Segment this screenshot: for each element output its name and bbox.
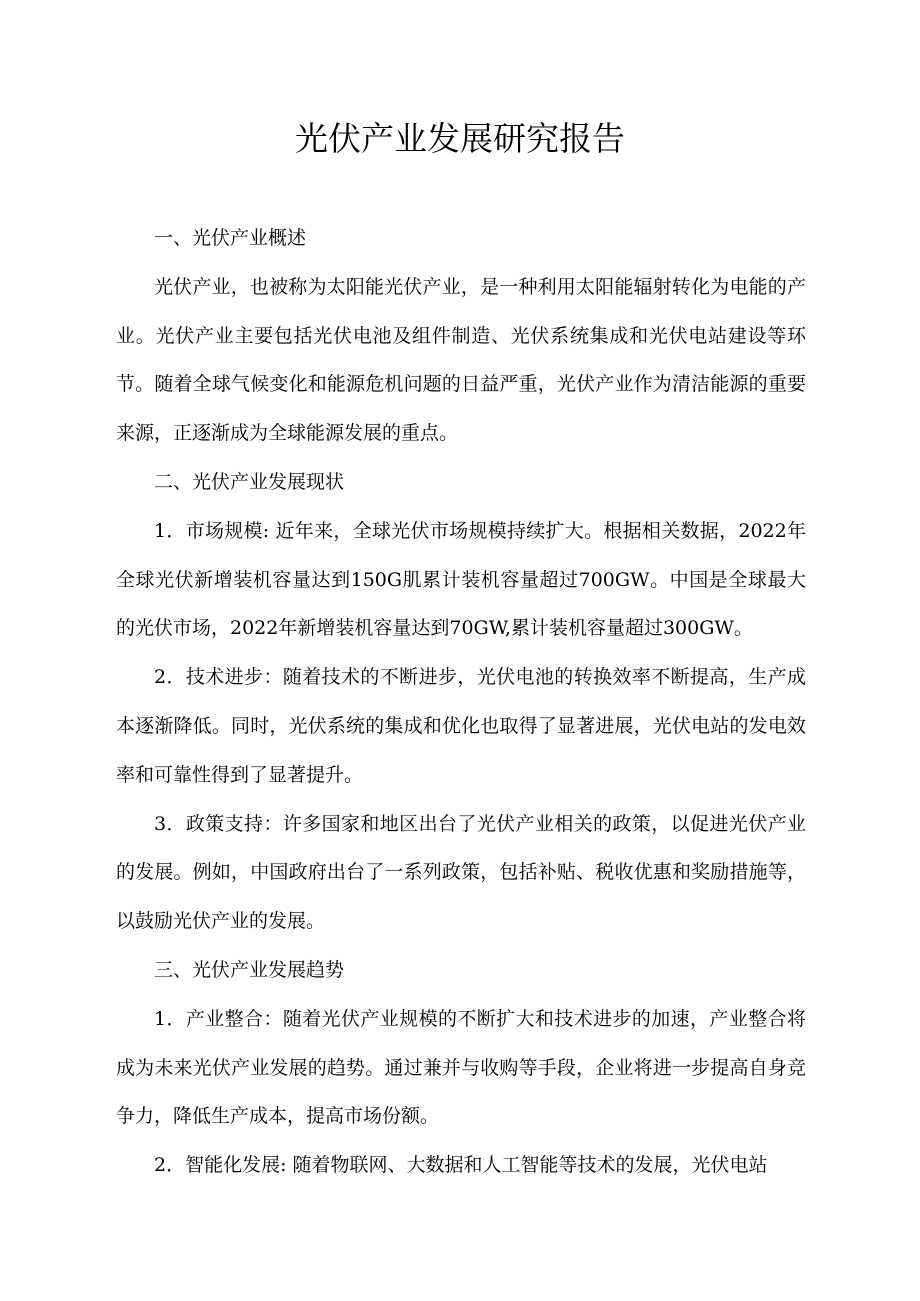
paragraph-market-scale: 1．市场规模: 近年来，全球光伏市场规模持续扩大。根据相关数据，2022年全球光伏新增装机容量达到150G肌累计装机容量超过700GW。中国是全球最大的光伏市场，2022年新增装机容量达到70GW,累计装机容量超过300GW。 [116,519,806,640]
section-heading-status: 二、光伏产业发展现状 [154,470,345,493]
section-heading-trends: 三、光伏产业发展趋势 [154,958,345,981]
paragraph-industry-integration: 1．产业整合：随着光伏产业规模的不断扩大和技术进步的加速，产业整合将成为未来光伏产业发展的趋势。通过兼并与收购等手段，企业将进一步提高自身竞争力，降低生产成本，提高市场份额。 [116,1007,806,1128]
section-heading-overview: 一、光伏产业概述 [154,227,307,249]
paragraph-tech-progress: 2．技术进步：随着技术的不断进步，光伏电池的转换效率不断提高，生产成本逐渐降低。同时，光伏系统的集成和优化也取得了显著进展，光伏电站的发电效率和可靠性得到了显著提升。 [116,666,806,786]
paragraph-intelligent-development: 2．智能化发展: 随着物联网、大数据和人工智能等技术的发展，光伏电站 [154,1154,768,1177]
document-title: 光伏产业发展研究报告 [295,119,625,158]
paragraph-policy-support: 3．政策支持：许多国家和地区出台了光伏产业相关的政策，以促进光伏产业的发展。例如，中国政府出台了一系列政策，包括补贴、税收优惠和奖励措施等，以鼓励光伏产业的发展。 [116,812,806,933]
paragraph-overview: 光伏产业，也被称为太阳能光伏产业，是一种利用太阳能辐射转化为电能的产业。光伏产业主要包括光伏电池及组件制造、光伏系统集成和光伏电站建设等环节。随着全球气候变化和能源危机问题的日益严重，光伏产业作为清洁能源的重要来源，正逐渐成为全球能源发展的重点。 [116,275,806,445]
document-body [116,214,806,1190]
